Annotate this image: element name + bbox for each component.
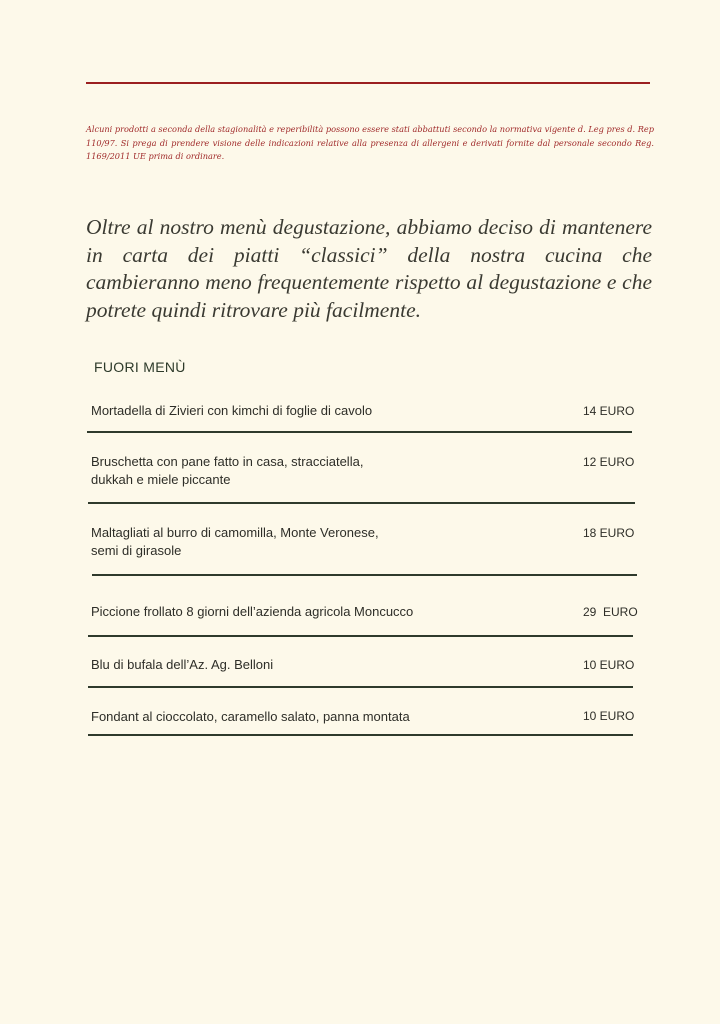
menu-item-price: 10 EURO [583, 709, 635, 723]
menu-item-divider [87, 431, 632, 433]
menu-item-divider [88, 734, 633, 736]
section-title: FUORI MENÙ [94, 359, 186, 375]
menu-item-name: Mortadella di Zivieri con kimchi di foglie di cavolo [91, 403, 373, 418]
menu-item-price: 12 EURO [583, 455, 635, 469]
allergen-disclaimer: Alcuni prodotti a seconda della stagionalità e reperibilità possono essere stati abbattuti secondo la normativa vigente d. Leg pres d. Rep 110/97. Si prega di prendere visione delle indicazioni relative alla presenza di allergeni e derivati fornite dal personale secondo Reg. 1169/2011 UE prima di ordinare. [86, 124, 654, 161]
menu-item-name: Fondant al cioccolato, caramello salato, panna montata [91, 709, 410, 724]
top-divider [86, 82, 650, 84]
menu-item-name: Bruschetta con pane fatto in casa, stracciatella, dukkah e miele piccante [91, 454, 364, 487]
menu-item-divider [92, 574, 637, 576]
menu-item-name: Maltagliati al burro di camomilla, Monte Veronese, semi di girasole [91, 525, 379, 558]
intro-paragraph: Oltre al nostro menù degustazione, abbiamo deciso di mantenere in carta dei piatti “classici” della nostra cucina che cambieranno meno frequentemente rispetto al degustazione e che potrete quindi ritrovare più facilmente. [86, 215, 652, 322]
menu-item-price: 14 EURO [583, 404, 635, 418]
menu-item-divider [88, 686, 633, 688]
menu-item-price: 29 EURO [583, 605, 638, 619]
menu-item-name: Blu di bufala dell’Az. Ag. Belloni [91, 657, 274, 672]
menu-item-price: 18 EURO [583, 526, 635, 540]
menu-item-divider [88, 635, 633, 637]
menu-item-name: Piccione frollato 8 giorni dell’azienda agricola Moncucco [91, 604, 414, 619]
menu-item-price: 10 EURO [583, 658, 635, 672]
menu-item-divider [88, 502, 635, 504]
